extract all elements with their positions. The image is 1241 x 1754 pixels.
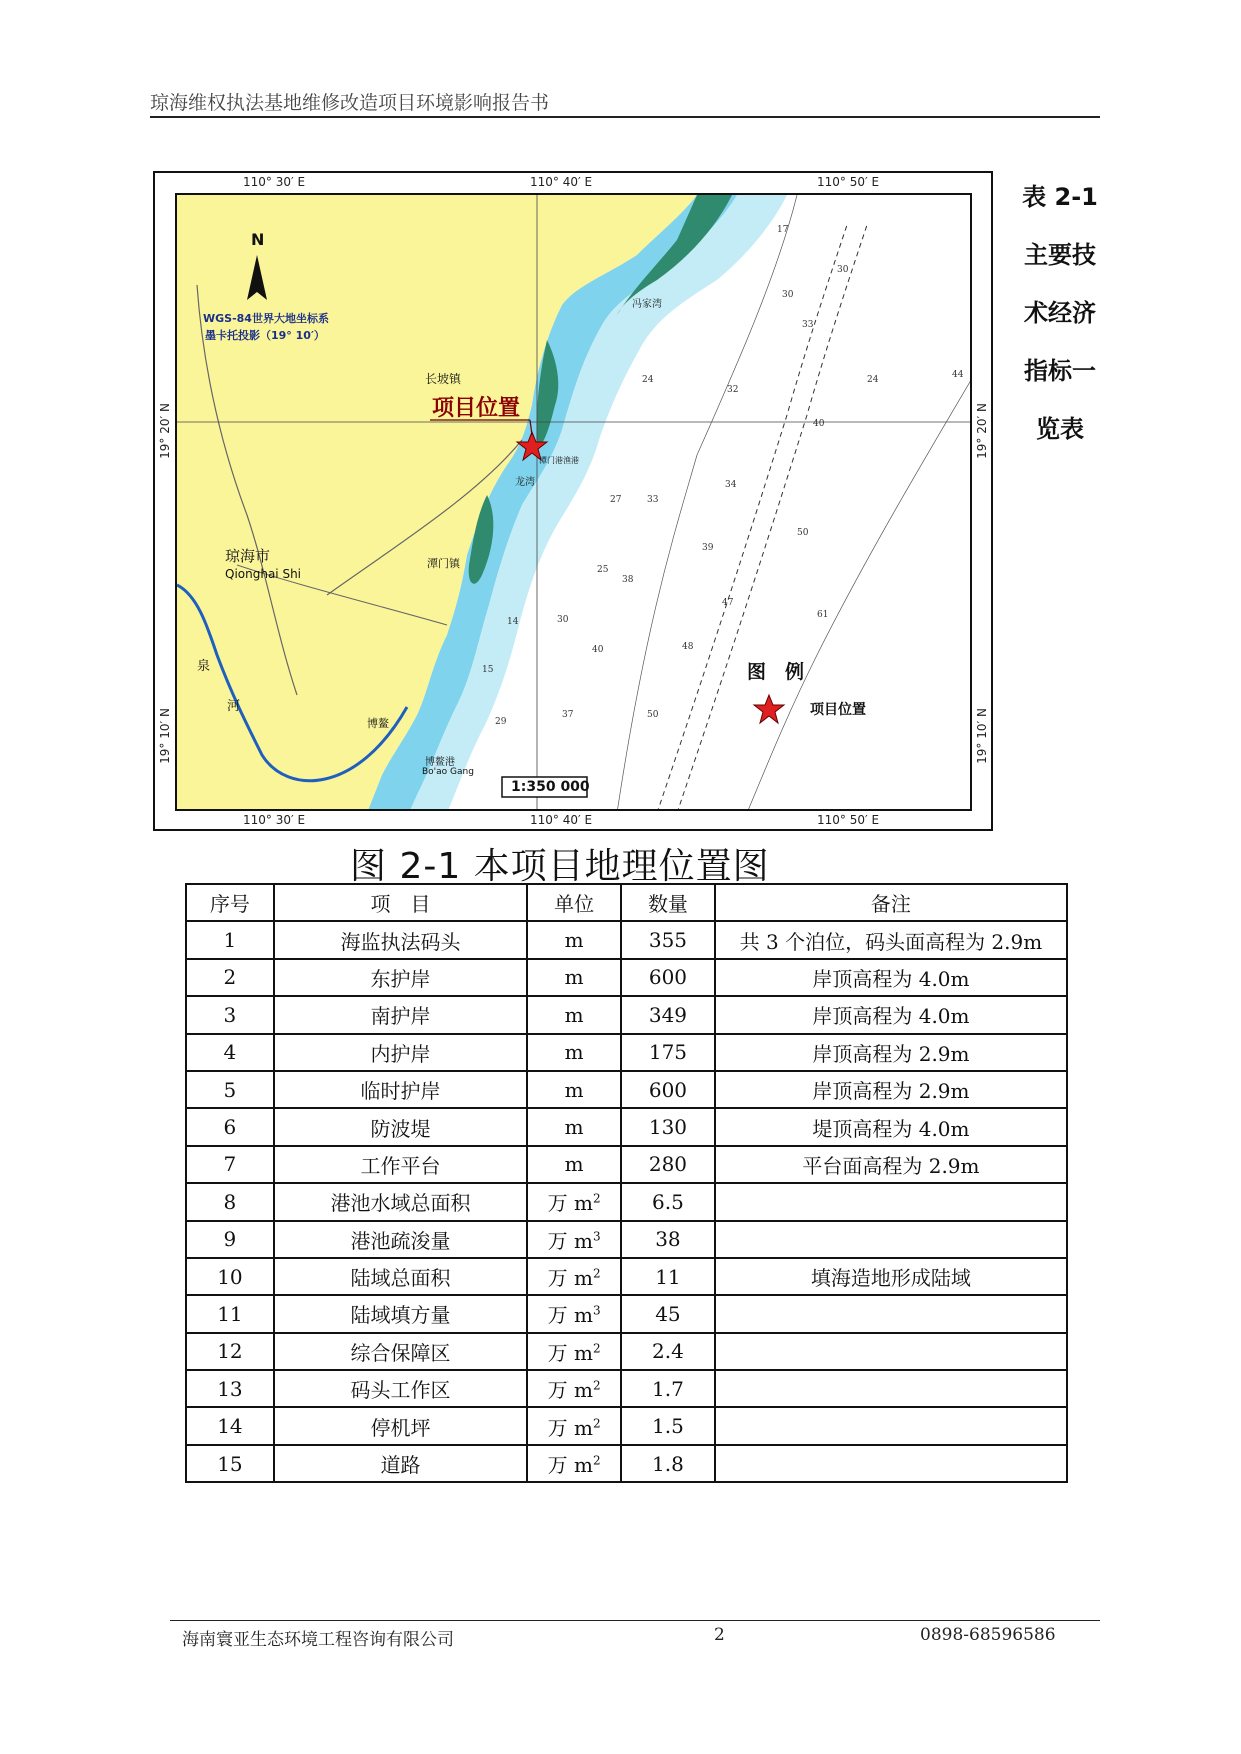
- technical-indicators-table: [185, 883, 1068, 1483]
- cell-note: [715, 1333, 1067, 1370]
- side-caption-line: 览表: [1036, 415, 1084, 443]
- cell-unit: [527, 1034, 621, 1071]
- place-tanmen-harbor: 潭门港渔港: [539, 456, 579, 465]
- cell-no: 8: [186, 1183, 274, 1220]
- cell-unit: [527, 1071, 621, 1108]
- cell-unit: [527, 921, 621, 958]
- cell-item: 港池水域总面积: [274, 1183, 527, 1220]
- depth-sounding: 32: [727, 385, 739, 395]
- depth-sounding: 30: [782, 290, 794, 300]
- depth-sounding: 44: [952, 370, 964, 380]
- header-title: 琼海维权执法基地维修改造项目环境影响报告书: [150, 92, 550, 114]
- cell-no: 5: [186, 1071, 274, 1108]
- place-qionghai: 琼海市: [225, 547, 271, 565]
- cell-no: 6: [186, 1108, 274, 1145]
- unit-text: 万 m: [547, 1415, 593, 1440]
- unit-exponent: 2: [592, 1191, 601, 1206]
- table-row: [186, 1407, 1067, 1444]
- cell-item: 内护岸: [274, 1034, 527, 1071]
- legend-item-label: 项目位置: [810, 702, 866, 718]
- cell-item: 东护岸: [274, 959, 527, 996]
- cell-item: 南护岸: [274, 996, 527, 1033]
- cell-unit: [527, 1407, 621, 1444]
- cell-unit: [527, 1370, 621, 1407]
- cell-qty: 11: [621, 1258, 715, 1295]
- table-row: [186, 1071, 1067, 1108]
- cell-note: [715, 1407, 1067, 1444]
- unit-exponent: 2: [592, 1378, 601, 1393]
- lon-label-top-2: 110° 40′ E: [530, 175, 593, 189]
- unit-text: m: [564, 1152, 584, 1177]
- unit-text: m: [564, 1115, 584, 1140]
- cell-qty: 1.7: [621, 1370, 715, 1407]
- cell-note: 填海造地形成陆域: [715, 1258, 1067, 1295]
- lat-label-right-2: 19° 10′ N: [975, 708, 989, 764]
- cell-note: 堤顶高程为 4.0m: [715, 1108, 1067, 1145]
- depth-sounding: 40: [813, 419, 825, 429]
- cell-no: 2: [186, 959, 274, 996]
- place-tanmen: 潭门镇: [427, 557, 460, 570]
- cell-unit: [527, 1295, 621, 1332]
- side-caption-line: 术经济: [1024, 299, 1096, 327]
- depth-sounding: 27: [610, 495, 622, 505]
- unit-exponent: 2: [592, 1341, 601, 1356]
- lat-label-left-1: 19° 20′ N: [158, 403, 172, 459]
- unit-text: 万 m: [547, 1340, 593, 1365]
- cell-unit: [527, 1146, 621, 1183]
- place-changpo: 长坡镇: [425, 372, 462, 386]
- depth-sounding: 61: [817, 610, 829, 620]
- cell-unit: [527, 1183, 621, 1220]
- side-caption-line: 指标一: [1024, 357, 1096, 385]
- unit-text: m: [564, 1002, 584, 1027]
- legend-title: 图 例: [747, 661, 805, 683]
- lon-label-bottom-1: 110° 30′ E: [243, 813, 306, 827]
- figure-caption: 图 2-1 本项目地理位置图: [350, 846, 770, 887]
- cell-qty: 6.5: [621, 1183, 715, 1220]
- table-row: [186, 996, 1067, 1033]
- north-label: N: [251, 230, 265, 249]
- cell-qty: 175: [621, 1034, 715, 1071]
- header-note: 备注: [715, 884, 1067, 921]
- table-row: [186, 959, 1067, 996]
- table-row: [186, 1183, 1067, 1220]
- table-row: [186, 921, 1067, 958]
- depth-sounding: 30: [837, 265, 849, 275]
- cell-item: 海监执法码头: [274, 921, 527, 958]
- unit-text: m: [564, 965, 584, 990]
- page-header: [150, 88, 1100, 118]
- depth-sounding: 15: [482, 665, 494, 675]
- depth-sounding: 38: [622, 575, 634, 585]
- unit-text: 万 m: [547, 1228, 593, 1253]
- cell-item: 综合保障区: [274, 1333, 527, 1370]
- footer-phone: 0898-68596586: [920, 1625, 1056, 1645]
- cell-item: 临时护岸: [274, 1071, 527, 1108]
- unit-text: m: [564, 1077, 584, 1102]
- header-item: 项 目: [274, 884, 527, 921]
- cell-no: 3: [186, 996, 274, 1033]
- lon-label-top-1: 110° 30′ E: [243, 175, 306, 189]
- river-label-2: 河: [227, 699, 241, 714]
- place-fengjia: 冯家湾: [632, 299, 662, 310]
- lon-label-top-3: 110° 50′ E: [817, 175, 880, 189]
- unit-exponent: 3: [592, 1229, 601, 1244]
- cell-note: 平台面高程为 2.9m: [715, 1146, 1067, 1183]
- cell-item: 防波堤: [274, 1108, 527, 1145]
- projection-line-2: 墨卡托投影（19° 10′）: [205, 329, 325, 342]
- depth-sounding: 34: [725, 480, 737, 490]
- cell-qty: 2.4: [621, 1333, 715, 1370]
- cell-item: 陆域填方量: [274, 1295, 527, 1332]
- cell-item: 工作平台: [274, 1146, 527, 1183]
- cell-item: 码头工作区: [274, 1370, 527, 1407]
- cell-qty: 1.5: [621, 1407, 715, 1444]
- cell-qty: 349: [621, 996, 715, 1033]
- location-map: [153, 171, 993, 831]
- cell-unit: [527, 996, 621, 1033]
- cell-no: 4: [186, 1034, 274, 1071]
- cell-note: [715, 1295, 1067, 1332]
- cell-no: 7: [186, 1146, 274, 1183]
- table-header-row: [186, 884, 1067, 921]
- place-qionghai-en: Qionghai Shi: [225, 567, 302, 581]
- depth-sounding: 50: [647, 710, 659, 720]
- footer-page-number: 2: [714, 1625, 725, 1645]
- cell-note: [715, 1370, 1067, 1407]
- cell-item: 陆域总面积: [274, 1258, 527, 1295]
- cell-no: 15: [186, 1445, 274, 1482]
- table-side-caption: [1020, 168, 1100, 458]
- place-boao-en: Bo'ao Gang: [422, 767, 474, 777]
- cell-qty: 1.8: [621, 1445, 715, 1482]
- depth-sounding: 33: [647, 495, 659, 505]
- unit-text: m: [564, 1040, 584, 1065]
- table-row: [186, 1370, 1067, 1407]
- depth-sounding: 50: [797, 528, 809, 538]
- cell-qty: 280: [621, 1146, 715, 1183]
- map-canvas: [175, 193, 972, 811]
- table-row: [186, 1034, 1067, 1071]
- header-no: 序号: [186, 884, 274, 921]
- depth-sounding: 40: [592, 645, 604, 655]
- cell-no: 10: [186, 1258, 274, 1295]
- cell-qty: 355: [621, 921, 715, 958]
- unit-text: 万 m: [547, 1303, 593, 1328]
- place-longwan: 龙湾: [515, 477, 535, 488]
- cell-note: 岸顶高程为 2.9m: [715, 1034, 1067, 1071]
- cell-note: 岸顶高程为 4.0m: [715, 959, 1067, 996]
- depth-sounding: 30: [557, 615, 569, 625]
- table-row: [186, 1445, 1067, 1482]
- cell-item: 道路: [274, 1445, 527, 1482]
- cell-qty: 600: [621, 1071, 715, 1108]
- table-row: [186, 1258, 1067, 1295]
- table-row: [186, 1221, 1067, 1258]
- place-boao: 博鳌: [367, 717, 389, 730]
- table-row: [186, 1295, 1067, 1332]
- table-row: [186, 1108, 1067, 1145]
- lat-label-right-1: 19° 20′ N: [975, 403, 989, 459]
- unit-text: 万 m: [547, 1191, 593, 1216]
- lat-label-left-2: 19° 10′ N: [158, 708, 172, 764]
- header-unit: 单位: [527, 884, 621, 921]
- unit-text: 万 m: [547, 1453, 593, 1478]
- table-row: [186, 1333, 1067, 1370]
- cell-unit: [527, 1108, 621, 1145]
- cell-note: [715, 1183, 1067, 1220]
- depth-sounding: 29: [495, 717, 507, 727]
- depth-sounding: 47: [722, 598, 734, 608]
- unit-exponent: 2: [592, 1266, 601, 1281]
- page-footer: [170, 1620, 1100, 1648]
- scale-label: 1:350 000: [511, 779, 590, 795]
- side-caption-line: 表 2-1: [1022, 183, 1098, 211]
- depth-sounding: 24: [642, 375, 654, 385]
- cell-unit: [527, 1333, 621, 1370]
- cell-unit: [527, 1258, 621, 1295]
- cell-qty: 38: [621, 1221, 715, 1258]
- depth-sounding: 14: [507, 617, 519, 627]
- cell-qty: 600: [621, 959, 715, 996]
- side-caption-line: 主要技: [1024, 241, 1096, 269]
- cell-item: 港池疏浚量: [274, 1221, 527, 1258]
- projection-line-1: WGS-84世界大地坐标系: [203, 312, 329, 325]
- lon-label-bottom-3: 110° 50′ E: [817, 813, 880, 827]
- cell-no: 1: [186, 921, 274, 958]
- cell-note: [715, 1445, 1067, 1482]
- lon-label-bottom-2: 110° 40′ E: [530, 813, 593, 827]
- unit-exponent: 2: [592, 1453, 601, 1468]
- cell-note: 岸顶高程为 2.9m: [715, 1071, 1067, 1108]
- unit-exponent: 3: [592, 1303, 601, 1318]
- cell-no: 12: [186, 1333, 274, 1370]
- depth-sounding: 33: [802, 320, 814, 330]
- unit-text: 万 m: [547, 1266, 593, 1291]
- depth-sounding: 37: [562, 710, 574, 720]
- river-label-1: 泉: [197, 659, 211, 674]
- depth-sounding: 25: [597, 565, 609, 575]
- cell-note: [715, 1221, 1067, 1258]
- cell-unit: [527, 1445, 621, 1482]
- unit-text: m: [564, 928, 584, 953]
- table-row: [186, 1146, 1067, 1183]
- depth-sounding: 24: [867, 375, 879, 385]
- project-label: 项目位置: [432, 396, 521, 421]
- cell-no: 9: [186, 1221, 274, 1258]
- cell-note: 共 3 个泊位，码头面高程为 2.9m: [715, 921, 1067, 958]
- place-boao-port: 博鳌港: [425, 757, 455, 768]
- depth-sounding: 17: [777, 225, 789, 235]
- cell-item: 停机坪: [274, 1407, 527, 1444]
- cell-note: 岸顶高程为 4.0m: [715, 996, 1067, 1033]
- unit-text: 万 m: [547, 1378, 593, 1403]
- cell-unit: [527, 959, 621, 996]
- cell-no: 13: [186, 1370, 274, 1407]
- depth-sounding: 39: [702, 543, 714, 553]
- cell-qty: 130: [621, 1108, 715, 1145]
- depth-sounding: 48: [682, 642, 694, 652]
- cell-no: 14: [186, 1407, 274, 1444]
- unit-exponent: 2: [592, 1416, 601, 1430]
- cell-qty: 45: [621, 1295, 715, 1332]
- footer-company: 海南寰亚生态环境工程咨询有限公司: [182, 1630, 454, 1650]
- cell-no: 11: [186, 1295, 274, 1332]
- header-qty: 数量: [621, 884, 715, 921]
- cell-unit: [527, 1221, 621, 1258]
